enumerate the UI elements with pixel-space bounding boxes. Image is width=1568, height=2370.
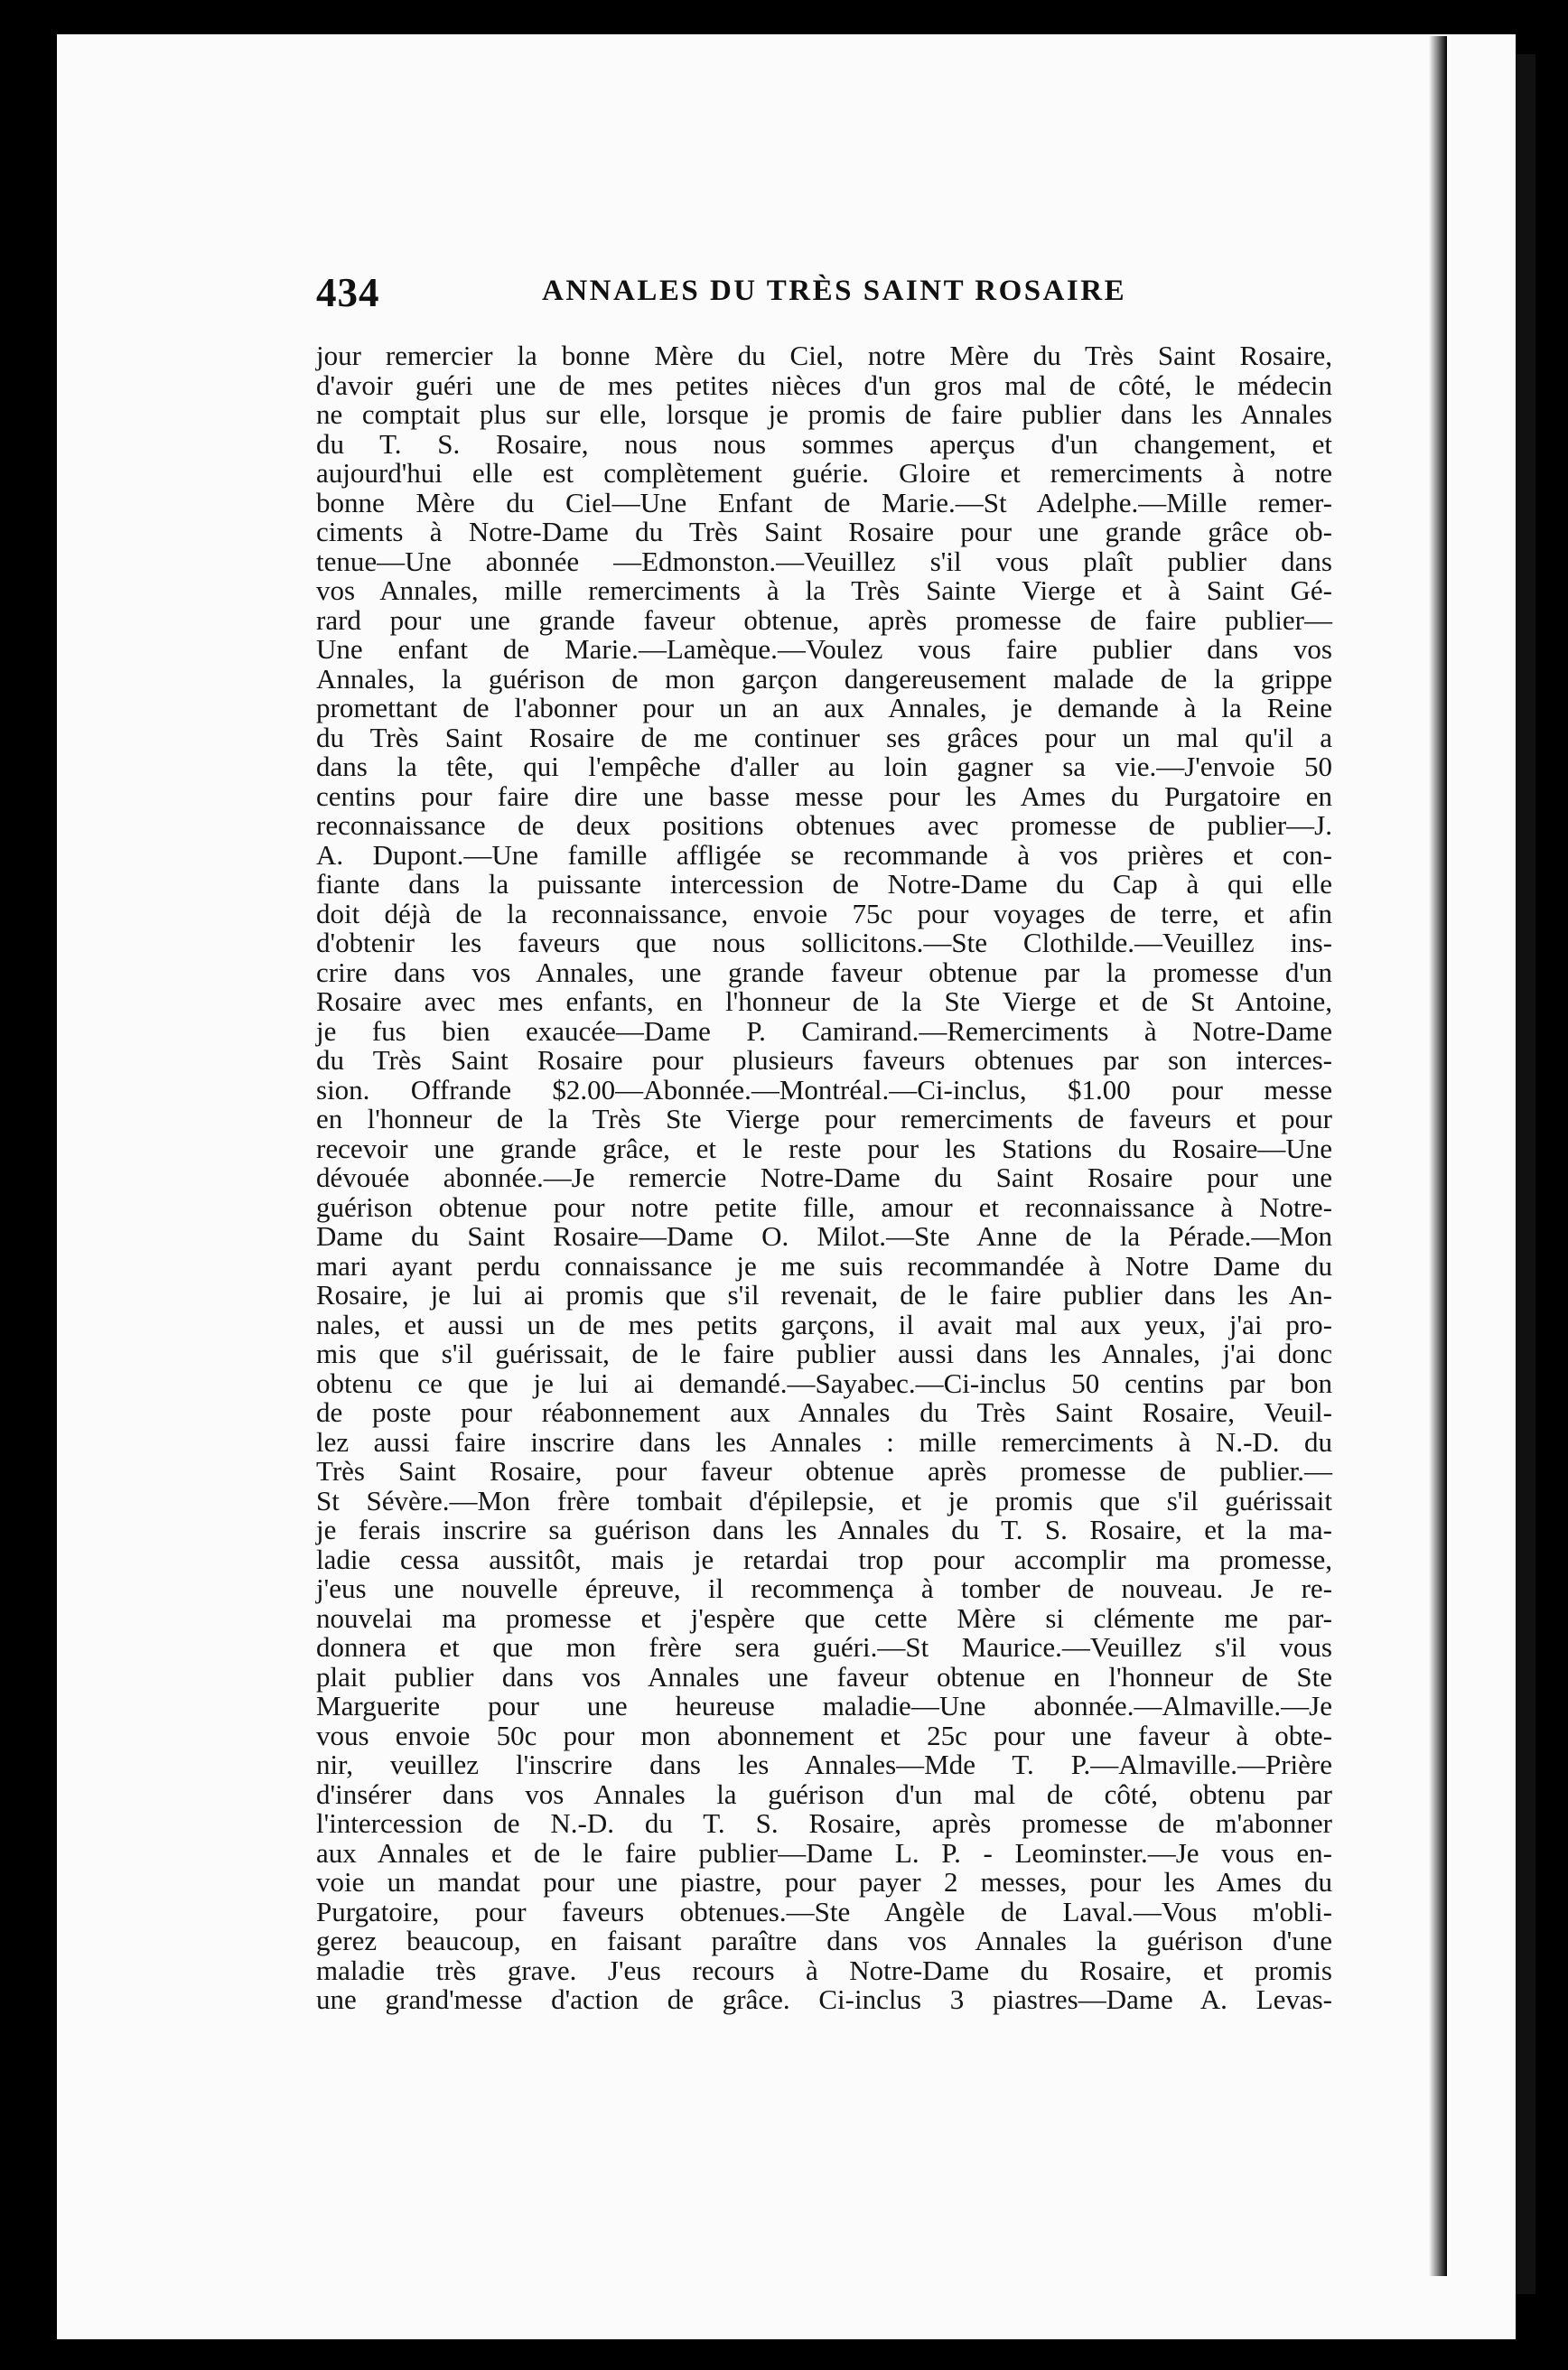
text-line: dans la tête, qui l'empêche d'aller au loin gagner sa vie.—J'envoie 50 (316, 751, 1332, 782)
text-line: j'eus une nouvelle épreuve, il recommença à tomber de nouveau. Je re- (316, 1572, 1332, 1604)
text-line: Purgatoire, pour faveurs obtenues.—Ste Angèle de Laval.—Vous m'obli- (316, 1895, 1332, 1927)
text-line: crire dans vos Annales, une grande faveur obtenue par la promesse d'un (316, 956, 1332, 988)
text-line: du T. S. Rosaire, nous nous sommes aperçus d'un changement, et (316, 427, 1332, 460)
text-line: tenue—Une abonnée —Edmonston.—Veuillez s'il vous plaît publier dans (316, 545, 1332, 577)
text-line: obtenu ce que je lui ai demandé.—Sayabec.—Ci-inclus 50 centins par bon (316, 1367, 1332, 1399)
text-line: sion. Offrande $2.00—Abonnée.—Montréal.—Ci-inclus, $1.00 pour messe (316, 1073, 1332, 1106)
text-line: lez aussi faire inscrire dans les Annales : mille remerciments à N.-D. du (316, 1425, 1332, 1458)
text-line: rard pour une grande faveur obtenue, après promesse de faire publier— (316, 603, 1332, 636)
text-line: fiante dans la puissante intercession de Notre-Dame du Cap à qui elle (316, 868, 1332, 900)
text-line: Rosaire avec mes enfants, en l'honneur de la Ste Vierge et de St Antoine, (316, 985, 1332, 1017)
text-line: gerez beaucoup, en faisant paraître dans vos Annales la guérison d'une (316, 1925, 1332, 1956)
text-line: Rosaire, je lui ai promis que s'il revenait, de le faire publier dans les An- (316, 1279, 1332, 1311)
running-title: ANNALES DU TRÈS SAINT ROSAIRE (542, 275, 1127, 307)
text-line: doit déjà de la reconnaissance, envoie 75c pour voyages de terre, et afin (316, 897, 1332, 929)
text-line: une grand'messe d'action de grâce. Ci-inclus 3 piastres—Dame A. Levas- (316, 1983, 1332, 2015)
text-line: ne comptait plus sur elle, lorsque je promis de faire publier dans les Annales (316, 398, 1332, 430)
text-line: de poste pour réabonnement aux Annales du Très Saint Rosaire, Veuil- (316, 1396, 1332, 1428)
text-line: mari ayant perdu connaissance je me suis recommandée à Notre Dame du (316, 1249, 1332, 1282)
text-line: Annales, la guérison de mon garçon dangereusement malade de la grippe (316, 662, 1332, 695)
text-line: aux Annales et de le faire publier—Dame L. P. - Leominster.—Je vous en- (316, 1836, 1332, 1869)
text-line: Très Saint Rosaire, pour faveur obtenue après promesse de publier.— (316, 1455, 1332, 1487)
text-line: reconnaissance de deux positions obtenues avec promesse de publier—J. (316, 809, 1332, 841)
page-header (316, 269, 1332, 323)
text-line: ladie cessa aussitôt, mais je retardai trop pour accomplir ma promesse, (316, 1543, 1332, 1575)
text-line: d'insérer dans vos Annales la guérison d'un mal de côté, obtenu par (316, 1778, 1332, 1810)
text-line: d'obtenir les faveurs que nous sollicitons.—Ste Clothilde.—Veuillez ins- (316, 927, 1332, 958)
page-edge (1516, 54, 1535, 2294)
page-number: 434 (316, 270, 380, 315)
text-line: Dame du Saint Rosaire—Dame O. Milot.—Ste Anne de la Pérade.—Mon (316, 1220, 1332, 1252)
text-line: donnera et que mon frère sera guéri.—St Maurice.—Veuillez s'il vous (316, 1631, 1332, 1663)
text-line: du Très Saint Rosaire pour plusieurs faveurs obtenues par son interces- (316, 1044, 1332, 1076)
text-line: mis que s'il guérissait, de le faire publier aussi dans les Annales, j'ai donc (316, 1338, 1332, 1369)
text-line: je fus bien exaucée—Dame P. Camirand.—Remerciments à Notre-Dame (316, 1014, 1332, 1047)
text-line: nales, et aussi un de mes petits garçons, il avait mal aux yeux, j'ai pro- (316, 1308, 1332, 1340)
text-line: Une enfant de Marie.—Lamèque.—Voulez vous faire publier dans vos (316, 633, 1332, 665)
body-text (316, 341, 1332, 2015)
text-line: recevoir une grande grâce, et le reste pour les Stations du Rosaire—Une (316, 1132, 1332, 1164)
text-line: bonne Mère du Ciel—Une Enfant de Marie.—St Adelphe.—Mille remer- (316, 486, 1332, 518)
text-line: l'intercession de N.-D. du T. S. Rosaire, après promesse de m'abonner (316, 1807, 1332, 1839)
text-line: je ferais inscrire sa guérison dans les Annales du T. S. Rosaire, et la ma- (316, 1514, 1332, 1545)
text-line: promettant de l'abonner pour un an aux Annales, je demande à la Reine (316, 692, 1332, 723)
text-line: centins pour faire dire une basse messe pour les Ames du Purgatoire en (316, 779, 1332, 812)
text-line: vos Annales, mille remerciments à la Très Sainte Vierge et à Saint Gé- (316, 574, 1332, 606)
text-line: nir, veuillez l'inscrire dans les Annales—Mde T. P.—Almaville.—Prière (316, 1749, 1332, 1780)
text-line: du Très Saint Rosaire de me continuer ses grâces pour un mal qu'il a (316, 721, 1332, 753)
text-line: voie un mandat pour une piastre, pour payer 2 messes, pour les Ames du (316, 1866, 1332, 1898)
text-line: ciments à Notre-Dame du Très Saint Rosaire pour une grande grâce ob- (316, 516, 1332, 547)
text-line: St Sévère.—Mon frère tombait d'épilepsie, et je promis que s'il guérissait (316, 1484, 1332, 1516)
text-line: vous envoie 50c pour mon abonnement et 25c pour une faveur à obte- (316, 1719, 1332, 1751)
text-line: dévouée abonnée.—Je remercie Notre-Dame du Saint Rosaire pour une (316, 1162, 1332, 1193)
text-line: guérison obtenue pour notre petite fille, amour et reconnaissance à Notre- (316, 1190, 1332, 1223)
page-gutter-shadow (1429, 36, 1447, 2276)
text-line: d'avoir guéri une de mes petites nièces d'un gros mal de côté, le médecin (316, 369, 1332, 401)
text-line: plait publier dans vos Annales une faveur obtenue en l'honneur de Ste (316, 1660, 1332, 1693)
text-line: maladie très grave. J'eus recours à Notre-Dame du Rosaire, et promis (316, 1954, 1332, 1986)
text-line: nouvelai ma promesse et j'espère que cette Mère si clémente me par- (316, 1601, 1332, 1634)
text-line: A. Dupont.—Une famille affligée se recommande à vos prières et con- (316, 838, 1332, 871)
text-line: en l'honneur de la Très Ste Vierge pour remerciments de faveurs et pour (316, 1103, 1332, 1134)
text-line: jour remercier la bonne Mère du Ciel, notre Mère du Très Saint Rosaire, (316, 340, 1332, 371)
text-line: aujourd'hui elle est complètement guérie. Gloire et remerciments à notre (316, 457, 1332, 489)
text-line: Marguerite pour une heureuse maladie—Une abonnée.—Almaville.—Je (316, 1690, 1332, 1722)
